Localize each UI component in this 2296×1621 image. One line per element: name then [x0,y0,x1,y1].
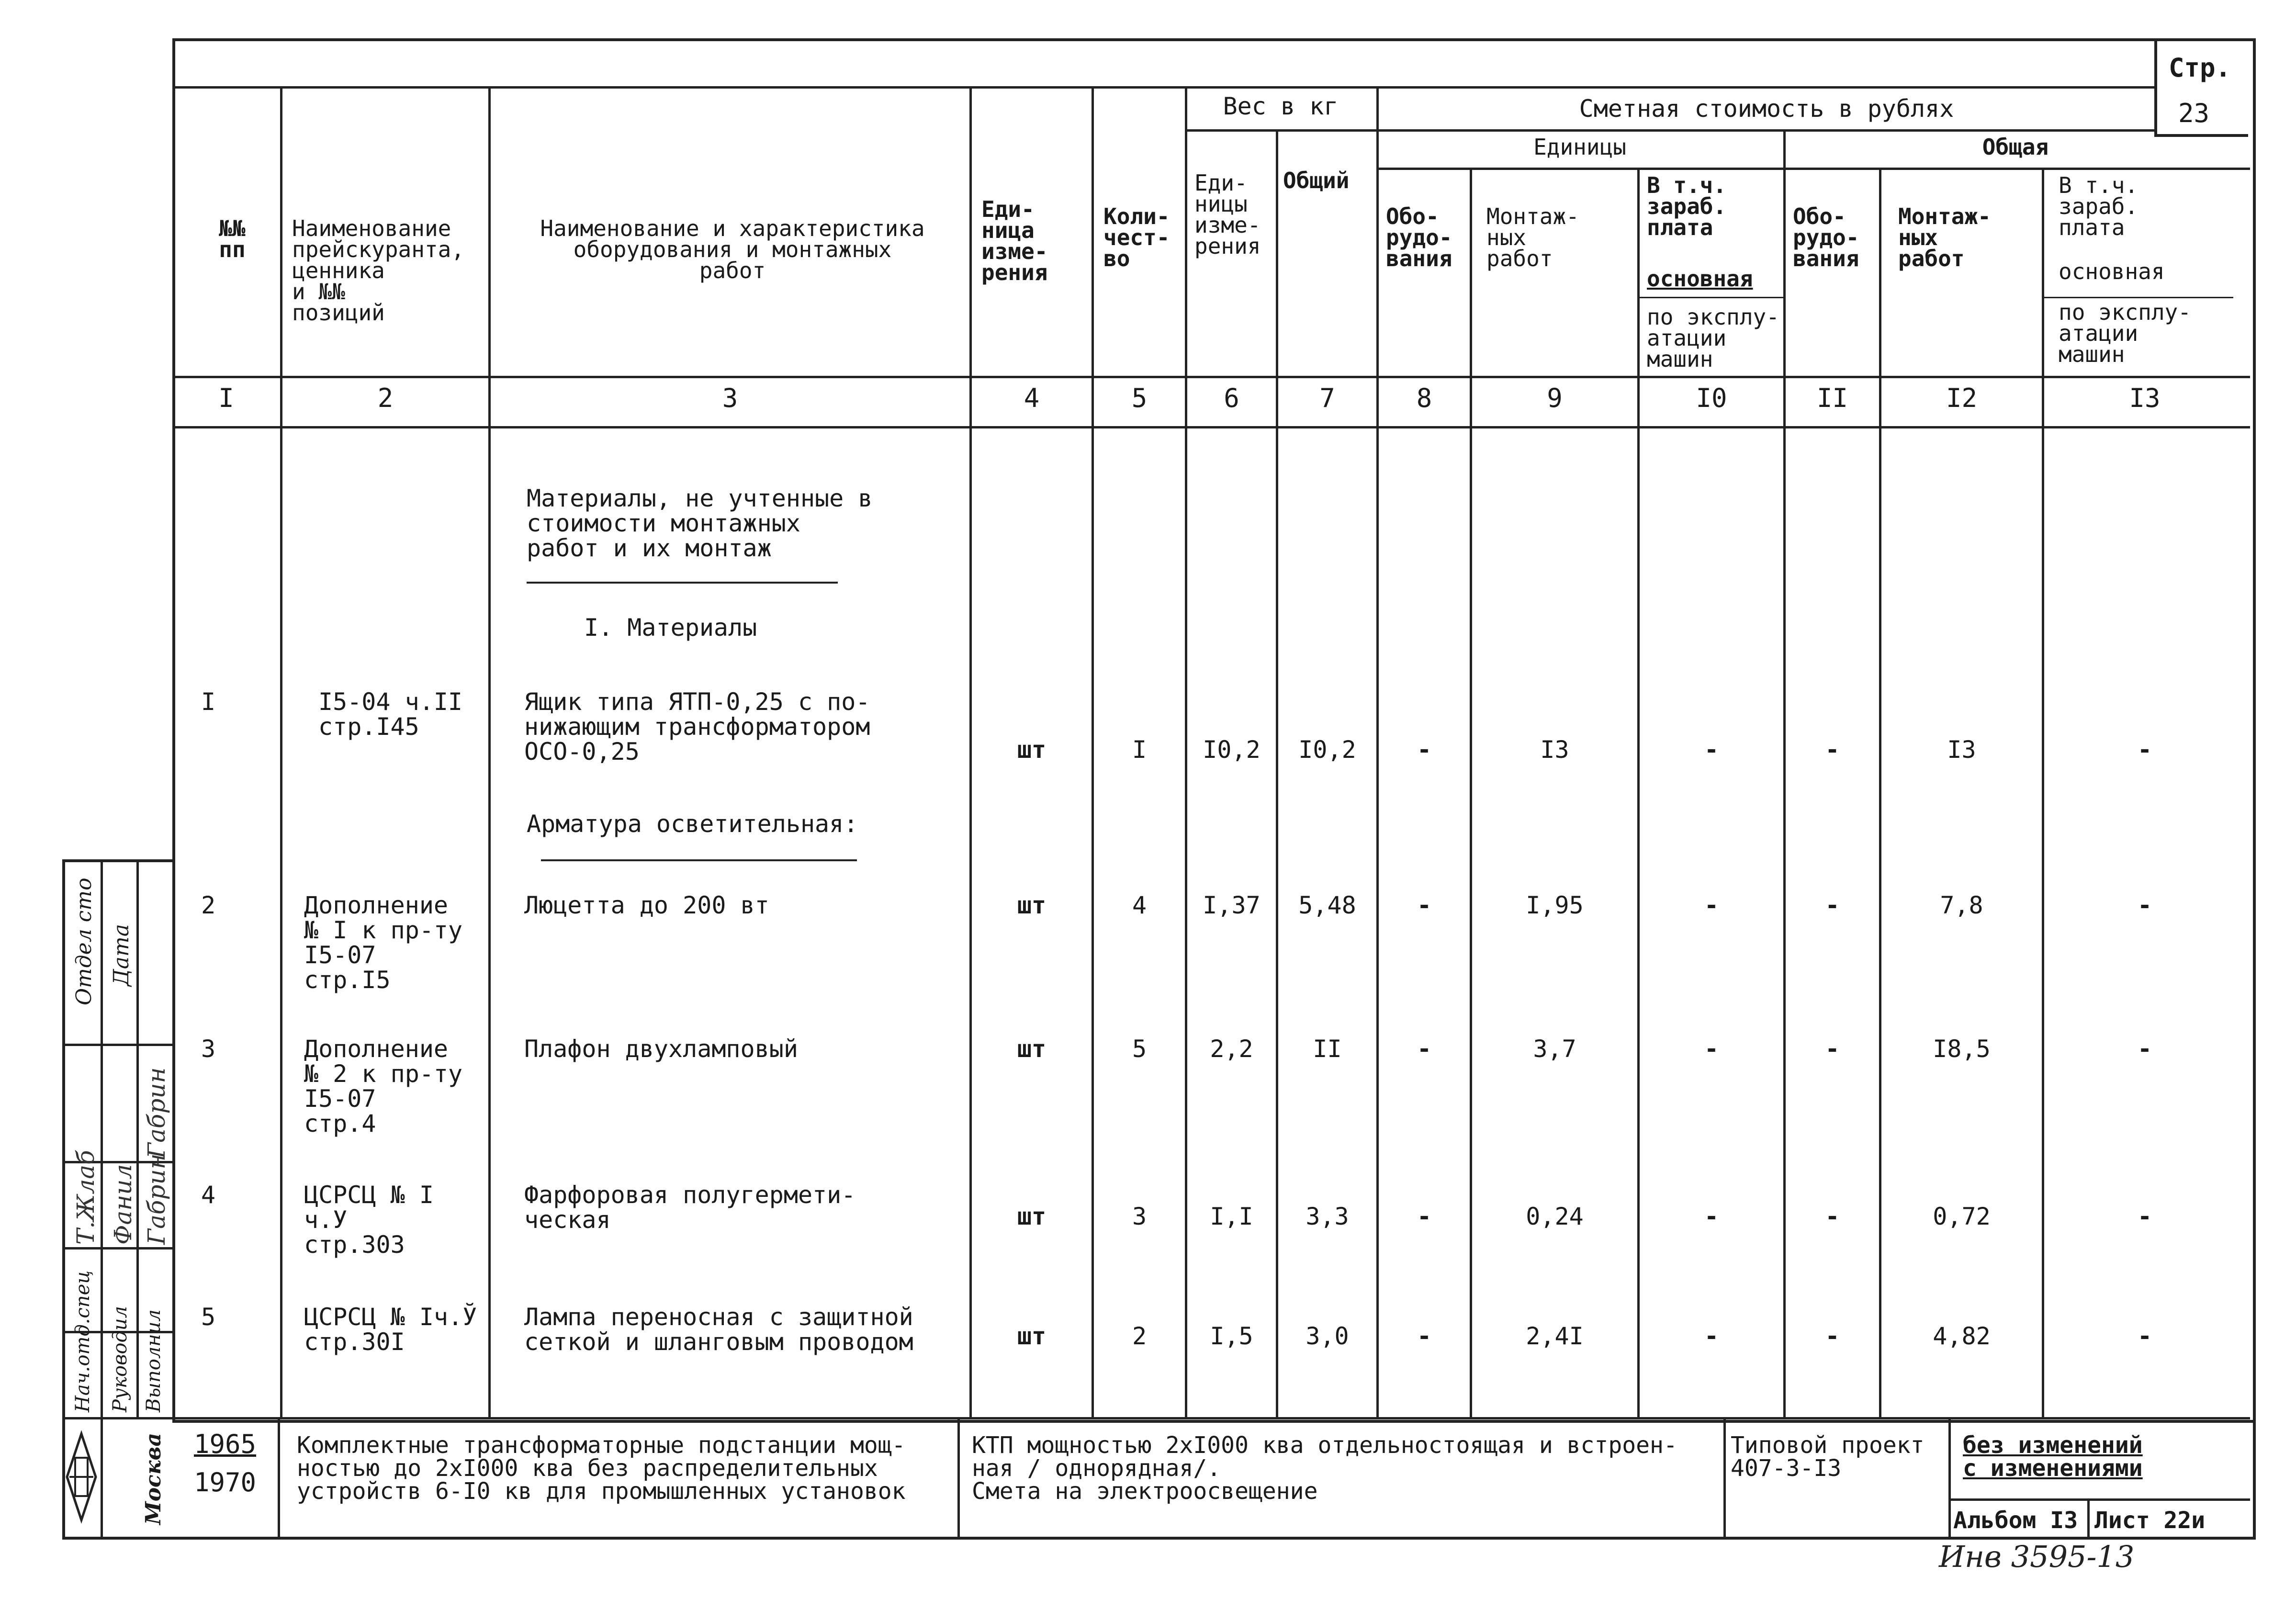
col-number-2: 2 [377,383,394,413]
header-bottom-line [172,376,2250,378]
col10-divider [1637,297,1783,298]
header-col1: №№ пп [219,215,246,262]
header-col5: Коли- чест- во [1103,203,1170,271]
inventory-number: Инв 3595-13 [1939,1539,2135,1574]
row1-qty: I [1132,736,1147,764]
section-heading-rule [527,582,838,584]
row1-price: I5-04 ч.II стр.I45 [318,688,463,741]
title-div-h [1948,1498,2250,1501]
signature-2: Фанил [109,1164,137,1245]
row4-number: 4 [201,1181,216,1209]
footer-changes: без изменений с изменениями [1963,1432,2143,1482]
row2-weight-unit: I,37 [1203,891,1261,919]
header-col6: Еди- ницы изме- рения [1194,170,1261,259]
header-col4: Еди- ница изме- рения [981,196,1048,285]
col-number-7: 7 [1319,383,1335,413]
title-div-2 [957,1417,960,1537]
header-sub-line [1185,129,2154,132]
footer-project: Типовой проект 407-3-I3 [1731,1432,1925,1482]
header-col12: Монтаж- ных работ [1898,203,1991,271]
years-top: 1965 [194,1429,257,1459]
header-weight-group: Вес в кг [1223,92,1339,120]
title-div-1 [278,1417,280,1537]
col-number-9: 9 [1547,383,1563,413]
years-bottom: 1970 [194,1467,257,1497]
row5-number: 5 [201,1303,216,1331]
header-col11: Обо- рудо- вания [1793,203,1859,271]
row5-price: ЦСРСЦ № Iч.Ў стр.30I [304,1303,477,1356]
row4-c11: - [1825,1203,1840,1230]
row3-number: 3 [201,1035,216,1063]
row5-name: Лампа переносная с защитной сеткой и шланговым проводом [524,1303,913,1356]
stamp-col-2 [136,859,139,1417]
col-number-10: I0 [1696,383,1727,413]
row1-c10: - [1704,736,1719,764]
row3-price: Дополнение № 2 к пр-ту I5-07 стр.4 [304,1035,463,1137]
row4-c10: - [1704,1203,1719,1230]
header-col10-top: В т.ч. зараб. плата [1647,172,1727,240]
row2-name: Люцетта до 200 вт [524,891,769,919]
col-number-5: 5 [1131,383,1148,413]
stamp-dept: Отдел сто [72,878,96,1005]
row2-unit: шт [1017,891,1047,919]
col-line-8 [1470,168,1472,1417]
row5-unit: шт [1017,1322,1047,1350]
col-line-1 [280,86,282,1417]
footer-description: Комплектные трансформаторные подстанции мощ- ностью до 2хI000 ква без распределительных устройств 6-I0 кв для промышленных установок [297,1432,906,1505]
col13-divider [2042,297,2233,298]
stamp-col-1 [101,859,103,1537]
row1-c9: I3 [1540,736,1569,764]
page-label: Стр. [2169,53,2231,83]
header-col10-bot: по эксплу- атации машин [1647,304,1779,372]
row5-c13: - [2137,1322,2152,1350]
row2-c13: - [2137,891,2152,919]
signature-4: Габрин [143,1153,170,1245]
stamp-city: Москва [141,1432,166,1525]
row5-c9: 2,4I [1526,1322,1584,1350]
row4-c8: - [1417,1203,1432,1230]
header-col8: Обо- рудо- вания [1386,203,1452,271]
header-total-group: Общая [1982,134,2049,160]
title-block-top [172,1417,2250,1419]
row3-c12: I8,5 [1933,1035,1991,1063]
row3-c9: 3,7 [1533,1035,1576,1063]
header-unit-group: Единицы [1533,134,1626,160]
row3-qty: 5 [1132,1035,1147,1063]
header-col13-mid: основная [2059,259,2165,284]
row1-c13: - [2137,736,2152,764]
header-col7: Общий [1283,168,1350,193]
row2-price: Дополнение № I к пр-ту I5-07 стр.I5 [304,891,463,994]
col-line-11 [1879,168,1881,1417]
col-line-12 [2042,168,2044,1417]
header-col3: Наименование и характеристика оборудования и монтажных работ [540,215,925,283]
row3-weight-total: II [1313,1035,1342,1063]
section-subheading: I. Материалы [584,614,757,642]
col-line-9 [1637,168,1640,1417]
stamp-head: Нач.отд.спец [72,1270,94,1412]
header-col10-mid: основная [1647,266,1753,292]
row5-weight-unit: I,5 [1210,1322,1253,1350]
row5-qty: 2 [1132,1322,1147,1350]
row2-number: 2 [201,891,216,919]
row1-unit: шт [1017,736,1047,764]
col-number-3: 3 [722,383,738,413]
footer-subject: КТП мощностью 2хI000 ква отдельностоящая и встроен- ная / однорядная/. Смета на электроосвещение [972,1432,1677,1505]
col-line-2 [488,86,491,1417]
row4-price: ЦСРСЦ № I ч.У стр.303 [304,1181,434,1259]
title-div-4 [1948,1417,1951,1537]
row3-c13: - [2137,1035,2152,1063]
row3-c10: - [1704,1035,1719,1063]
row3-c11: - [1825,1035,1840,1063]
section-heading: Материалы, не учтенные в стоимости монтажных работ и их монтаж [527,484,873,562]
row2-c12: 7,8 [1940,891,1983,919]
row2-c10: - [1704,891,1719,919]
header-col13-top: В т.ч. зараб. плата [2059,172,2138,240]
header-col9: Монтаж- ных работ [1486,203,1579,271]
row1-number: I [201,688,216,716]
row3-name: Плафон двухламповый [524,1035,798,1063]
row1-weight-unit: I0,2 [1203,736,1261,764]
footer-album: Альбом I3 [1953,1507,2078,1534]
row4-weight-total: 3,3 [1306,1203,1349,1230]
row1-weight-total: I0,2 [1298,736,1356,764]
institute-logo [65,1429,98,1525]
row4-c13: - [2137,1203,2152,1230]
armature-rule [541,859,857,861]
row1-name: Ящик типа ЯТП-0,25 с по- нижающим трансформатором ОСО-0,25 [524,688,870,765]
row5-c10: - [1704,1322,1719,1350]
row2-c11: - [1825,891,1840,919]
row5-c8: - [1417,1322,1432,1350]
header-col13-bot: по эксплу- атации машин [2059,299,2191,367]
title-div-3 [1723,1417,1726,1537]
stamp-row-3 [62,1247,172,1250]
header-col2: Наименование прейскуранта, ценника и №№ позиций [292,215,465,326]
header-sub-line-2 [1376,168,2250,170]
row4-qty: 3 [1132,1203,1147,1230]
row1-c11: - [1825,736,1840,764]
row4-name: Фарфоровая полугермети- ческая [524,1181,856,1234]
stamp-date: Дата [109,924,134,986]
row2-qty: 4 [1132,891,1147,919]
row2-c8: - [1417,891,1432,919]
col-number-6: 6 [1224,383,1239,413]
footer-sheet: Лист 22и [2094,1507,2206,1534]
col-number-8: 8 [1416,383,1432,413]
header-cost-group: Сметная стоимость в рублях [1579,95,1954,123]
row5-weight-total: 3,0 [1306,1322,1349,1350]
row4-unit: шт [1017,1203,1047,1230]
col-number-1: I [218,383,234,413]
header-top-line [172,86,2154,89]
number-row-line [172,426,2250,428]
row4-weight-unit: I,I [1210,1203,1253,1230]
col-number-4: 4 [1024,383,1040,413]
page-number: 23 [2178,98,2210,128]
row3-weight-unit: 2,2 [1210,1035,1253,1063]
row1-c12: I3 [1947,736,1976,764]
stamp-row-1 [62,1044,172,1046]
armature-heading: Арматура осветительная: [527,810,858,838]
row3-unit: шт [1017,1035,1047,1063]
row1-c8: - [1417,736,1432,764]
signature-3: Габрин [143,1067,170,1159]
title-div-5 [2087,1498,2090,1537]
row3-c8: - [1417,1035,1432,1063]
col-number-12: I2 [1946,383,1978,413]
row5-c11: - [1825,1322,1840,1350]
stamp-exec: Выполнил [143,1309,165,1412]
col-number-13: I3 [2129,383,2161,413]
row4-c12: 0,72 [1933,1203,1991,1230]
row2-c9: I,95 [1526,891,1584,919]
row2-weight-total: 5,48 [1298,891,1356,919]
stamp-row-5 [62,1417,172,1419]
stamp-lead: Руководил [109,1306,131,1412]
col-number-11: II [1816,383,1848,413]
row5-c12: 4,82 [1933,1322,1991,1350]
row4-c9: 0,24 [1526,1203,1584,1230]
signature-1: Т.Жлаб [72,1150,100,1245]
